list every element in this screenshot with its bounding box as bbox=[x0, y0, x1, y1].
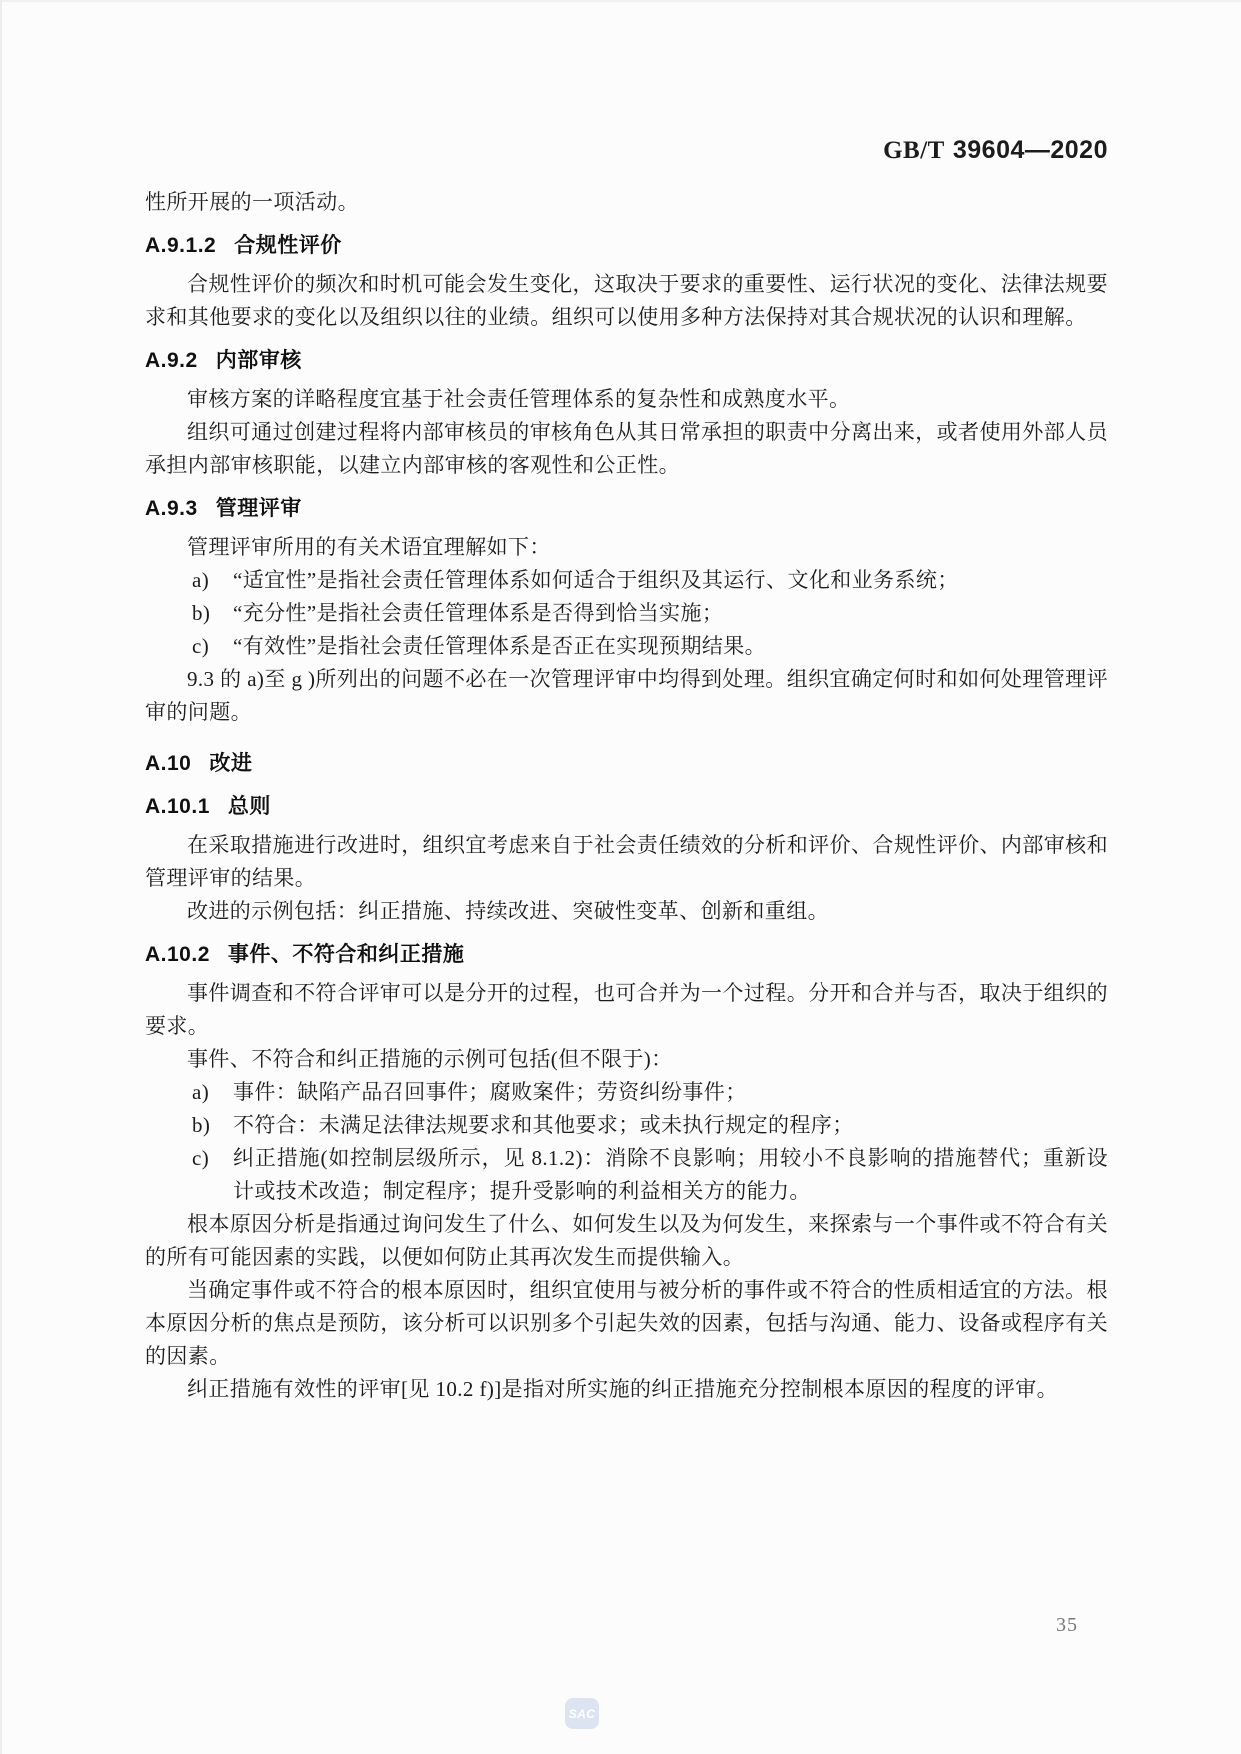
paragraph: 管理评审所用的有关术语宜理解如下： bbox=[187, 535, 551, 559]
list-item bbox=[145, 1109, 1108, 1142]
list-marker: c) bbox=[192, 1146, 210, 1170]
paragraph: 纠正措施有效性的评审[见 10.2 f)]是指对所实施的纠正措施充分控制根本原因的程度的评审。 bbox=[187, 1377, 1059, 1401]
list-item bbox=[145, 564, 1108, 597]
list-item bbox=[145, 1076, 1108, 1109]
section-title: 合规性评价 bbox=[234, 234, 342, 257]
list-marker: b) bbox=[192, 601, 211, 625]
paragraph: 根本原因分析是指通过询问发生了什么、如何发生以及为何发生，来探索与一个事件或不符合有关的所有可能因素的实践，以便如何防止其再次发生而提供输入。 bbox=[145, 1212, 1108, 1269]
paragraph: 在采取措施进行改进时，组织宜考虑来自于社会责任绩效的分析和评价、合规性评价、内部审核和管理评审的结果。 bbox=[145, 833, 1108, 890]
list-marker: c) bbox=[192, 634, 210, 658]
paragraph: 9.3 的 a)至 g )所列出的问题不必在一次管理评审中均得到处理。组织宜确定何时和如何处理管理评审的问题。 bbox=[145, 667, 1108, 724]
paragraph-continuation: 性所开展的一项活动。 bbox=[145, 190, 359, 214]
section-number: A.10.2 bbox=[145, 943, 210, 966]
list-item-text: 不符合：未满足法律法规要求和其他要求；或未执行规定的程序； bbox=[233, 1113, 854, 1137]
paragraph: 组织可通过创建过程将内部审核员的审核角色从其日常承担的职责中分离出来，或者使用外部人员承担内部审核职能，以建立内部审核的客观性和公正性。 bbox=[145, 420, 1108, 477]
paragraph: 事件调查和不符合评审可以是分开的过程，也可合并为一个过程。分开和合并与否，取决于组织的要求。 bbox=[145, 981, 1108, 1038]
section-number: A.9.3 bbox=[145, 497, 198, 520]
list-item-text: 事件：缺陷产品召回事件；腐败案件；劳资纠纷事件； bbox=[233, 1080, 747, 1104]
section-heading bbox=[145, 344, 1108, 377]
list-item-text: “有效性”是指社会责任管理体系是否正在实现预期结果。 bbox=[233, 634, 767, 658]
section-title: 事件、不符合和纠正措施 bbox=[227, 943, 465, 966]
list-item bbox=[145, 597, 1108, 630]
standard-code bbox=[883, 136, 1108, 165]
list-item-text: “适宜性”是指社会责任管理体系如何适合于组织及其运行、文化和业务系统； bbox=[233, 568, 959, 592]
list-item bbox=[145, 630, 1108, 663]
section-heading bbox=[145, 747, 1108, 780]
section-number: A.9.1.2 bbox=[145, 234, 217, 257]
section-title: 管理评审 bbox=[215, 497, 302, 520]
section-number: A.10.1 bbox=[145, 795, 210, 818]
list-marker: b) bbox=[192, 1113, 211, 1137]
list-item-text: “充分性”是指社会责任管理体系是否得到恰当实施； bbox=[233, 601, 724, 625]
section-heading bbox=[145, 229, 1108, 262]
section-heading bbox=[145, 938, 1108, 971]
page-number: 35 bbox=[1056, 1614, 1078, 1636]
paragraph: 改进的示例包括：纠正措施、持续改进、突破性变革、创新和重组。 bbox=[187, 899, 829, 923]
paragraph: 当确定事件或不符合的根本原因时，组织宜使用与被分析的事件或不符合的性质相适宜的方法。根本原因分析的焦点是预防，该分析可以识别多个引起失效的因素，包括与沟通、能力、设备或程序有关的因素。 bbox=[145, 1278, 1108, 1368]
standard-code-prefix: GB/T bbox=[883, 137, 945, 164]
document-body bbox=[145, 186, 1108, 1406]
paragraph: 审核方案的详略程度宜基于社会责任管理体系的复杂性和成熟度水平。 bbox=[187, 387, 851, 411]
list-item bbox=[145, 1142, 1108, 1208]
section-title: 改进 bbox=[209, 752, 253, 775]
paragraph: 合规性评价的频次和时机可能会发生变化，这取决于要求的重要性、运行状况的变化、法律法规要求和其他要求的变化以及组织以往的业绩。组织可以使用多种方法保持对其合规状况的认识和理解。 bbox=[145, 272, 1108, 329]
standard-code-number: 39604—2020 bbox=[952, 136, 1108, 164]
paragraph: 事件、不符合和纠正措施的示例可包括(但不限于)： bbox=[187, 1047, 673, 1071]
list-marker: a) bbox=[192, 1080, 210, 1104]
sac-watermark-logo: SAC bbox=[565, 1698, 599, 1729]
list-item-text: 纠正措施(如控制层级所示，见 8.1.2)：消除不良影响；用较小不良影响的措施替代；重新设计或技术改造；制定程序；提升受影响的利益相关方的能力。 bbox=[233, 1146, 1108, 1203]
list-marker: a) bbox=[192, 568, 210, 592]
section-heading bbox=[145, 790, 1108, 823]
section-number: A.10 bbox=[145, 752, 192, 775]
section-title: 内部审核 bbox=[215, 349, 302, 372]
section-heading bbox=[145, 492, 1108, 525]
section-title: 总则 bbox=[227, 795, 271, 818]
section-number: A.9.2 bbox=[145, 349, 198, 372]
